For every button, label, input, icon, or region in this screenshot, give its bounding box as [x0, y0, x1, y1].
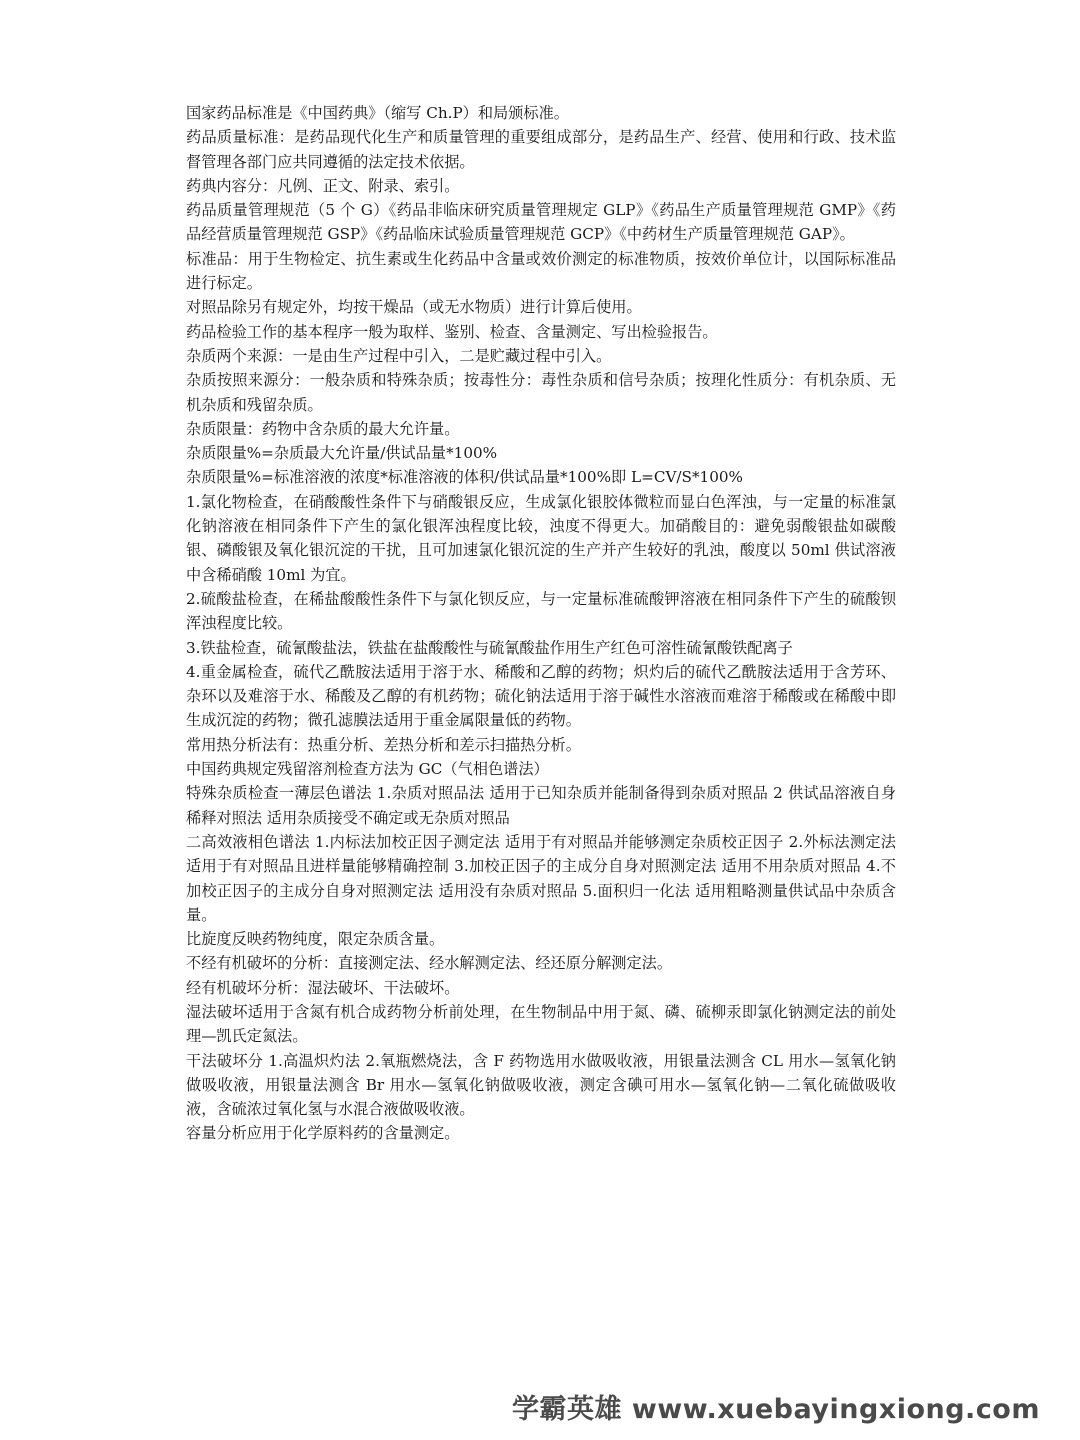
paragraph-11: 杂质限量%=杂质最大允许量/供试品量*100%: [186, 444, 498, 463]
paragraph-15: 3.铁盐检查，硫氰酸盐法，铁盐在盐酸酸性与硫氰酸盐作用生产红色可溶性硫氰酸铁配离子: [186, 638, 793, 657]
paragraph-4: 药品质量管理规范（5 个 G）《药品非临床研究质量管理规定 GLP》《药品生产质量管理规范 GMP》《药品经营质量管理规范 GSP》《药品临床试验质量管理规范 GCP》《中药材生产质量管理规范 GAP》。: [186, 201, 896, 244]
paragraph-17: 常用热分析法有：热重分析、差热分析和差示扫描热分析。: [186, 735, 581, 754]
paragraph-22: 不经有机破坏的分析：直接测定法、经水解测定法、经还原分解测定法。: [186, 954, 672, 973]
paragraph-16: 4.重金属检查，硫代乙酰胺法适用于溶于水、稀酸和乙醇的药物；炽灼后的硫代乙酰胺法适用于含芳环、杂环以及难溶于水、稀酸及乙醇的有机药物；硫化钠法适用于溶于碱性水溶液而难溶于稀酸或在稀酸中即生成沉淀的药物；微孔滤膜法适用于重金属限量低的药物。: [186, 662, 896, 730]
paragraph-14: 2.硫酸盐检查，在稀盐酸酸性条件下与氯化钡反应，与一定量标准硫酸钾溶液在相同条件下产生的硫酸钡浑浊程度比较。: [186, 589, 896, 633]
paragraph-9: 杂质按照来源分：一般杂质和特殊杂质；按毒性分：毒性杂质和信号杂质；按理化性质分：有机杂质、无机杂质和残留杂质。: [186, 371, 896, 414]
paragraph-25: 干法破坏分 1.高温炽灼法 2.氧瓶燃烧法，含 F 药物选用水做吸收液，用银量法测含 CL 用水—氢氧化钠做吸收液，用银量法测含 Br 用水—氢氧化钠做吸收液，测定含碘可用水—氢氧化钠—二氧化硫做吸收液，含硫浓过氧化氢与水混合液做吸收液。: [186, 1051, 896, 1119]
paragraph-23: 经有机破坏分析：湿法破坏、干法破坏。: [186, 978, 460, 997]
paragraph-7: 药品检验工作的基本程序一般为取样、鉴别、检查、含量测定、写出检验报告。: [186, 322, 718, 341]
paragraph-24: 湿法破坏适用于含氮有机合成药物分析前处理，在生物制品中用于氮、磷、硫柳汞即氯化钠测定法的前处理—凯氏定氮法。: [186, 1002, 896, 1046]
paragraph-19: 特殊杂质检查一薄层色谱法 1.杂质对照品法 适用于已知杂质并能制备得到杂质对照品 2 供试品溶液自身稀释对照法 适用杂质接受不确定或无杂质对照品: [186, 784, 896, 827]
paragraph-18: 中国药典规定残留溶剂检查方法为 GC（气相色谱法）: [186, 760, 549, 779]
paragraph-2: 药品质量标准：是药品现代化生产和质量管理的重要组成部分，是药品生产、经营、使用和行政、技术监督管理各部门应共同遵循的法定技术依据。: [186, 128, 896, 171]
paragraph-3: 药典内容分：凡例、正文、附录、索引。: [186, 176, 460, 195]
paragraph-5: 标准品：用于生物检定、抗生素或生化药品中含量或效价测定的标准物质，按效价单位计，以国际标准品进行标定。: [186, 249, 896, 293]
paragraph-6: 对照品除另有规定外，均按干燥品（或无水物质）进行计算后使用。: [186, 298, 642, 317]
paragraph-26: 容量分析应用于化学原料药的含量测定。: [186, 1124, 460, 1143]
watermark: 学霸英雄 www.xuebayingxiong.com: [511, 1394, 1040, 1425]
paragraph-1: 国家药品标准是《中国药典》（缩写 Ch.P）和局颁标准。: [186, 104, 569, 122]
paragraph-8: 杂质两个来源：一是由生产过程中引入，二是贮藏过程中引入。: [186, 346, 612, 365]
paragraph-12: 杂质限量%=标准溶液的浓度*标准溶液的体积/供试品量*100%即 L=CV/S*100%: [186, 468, 743, 487]
paragraph-20: 二高效液相色谱法 1.内标法加校正因子测定法 适用于有对照品并能够测定杂质校正因子 2.外标法测定法 适用于有对照品且进样量能够精确控制 3.加校正因子的主成分自身对照测定法 适用不用杂质对照品 4.不加校正因子的主成分自身对照测定法 适用没有杂质对照品 5.面积归一化法 适用粗略测量供试品中杂质含量。: [186, 832, 896, 924]
paragraph-21: 比旋度反映药物纯度，限定杂质含量。: [186, 930, 445, 949]
document-body: [186, 101, 896, 1146]
paragraph-13: 1.氯化物检查，在硝酸酸性条件下与硝酸银反应，生成氯化银胶体微粒而显白色浑浊，与一定量的标准氯化钠溶液在相同条件下产生的氯化银浑浊程度比较，浊度不得更大。加硝酸目的：避免弱酸银盐如碳酸银、磷酸银及氧化银沉淀的干扰，且可加速氯化银沉淀的生产并产生较好的乳浊，酸度以 50ml 供试溶液中含稀硝酸 10ml 为宜。: [186, 492, 896, 584]
paragraph-10: 杂质限量：药物中含杂质的最大允许量。: [186, 419, 460, 438]
